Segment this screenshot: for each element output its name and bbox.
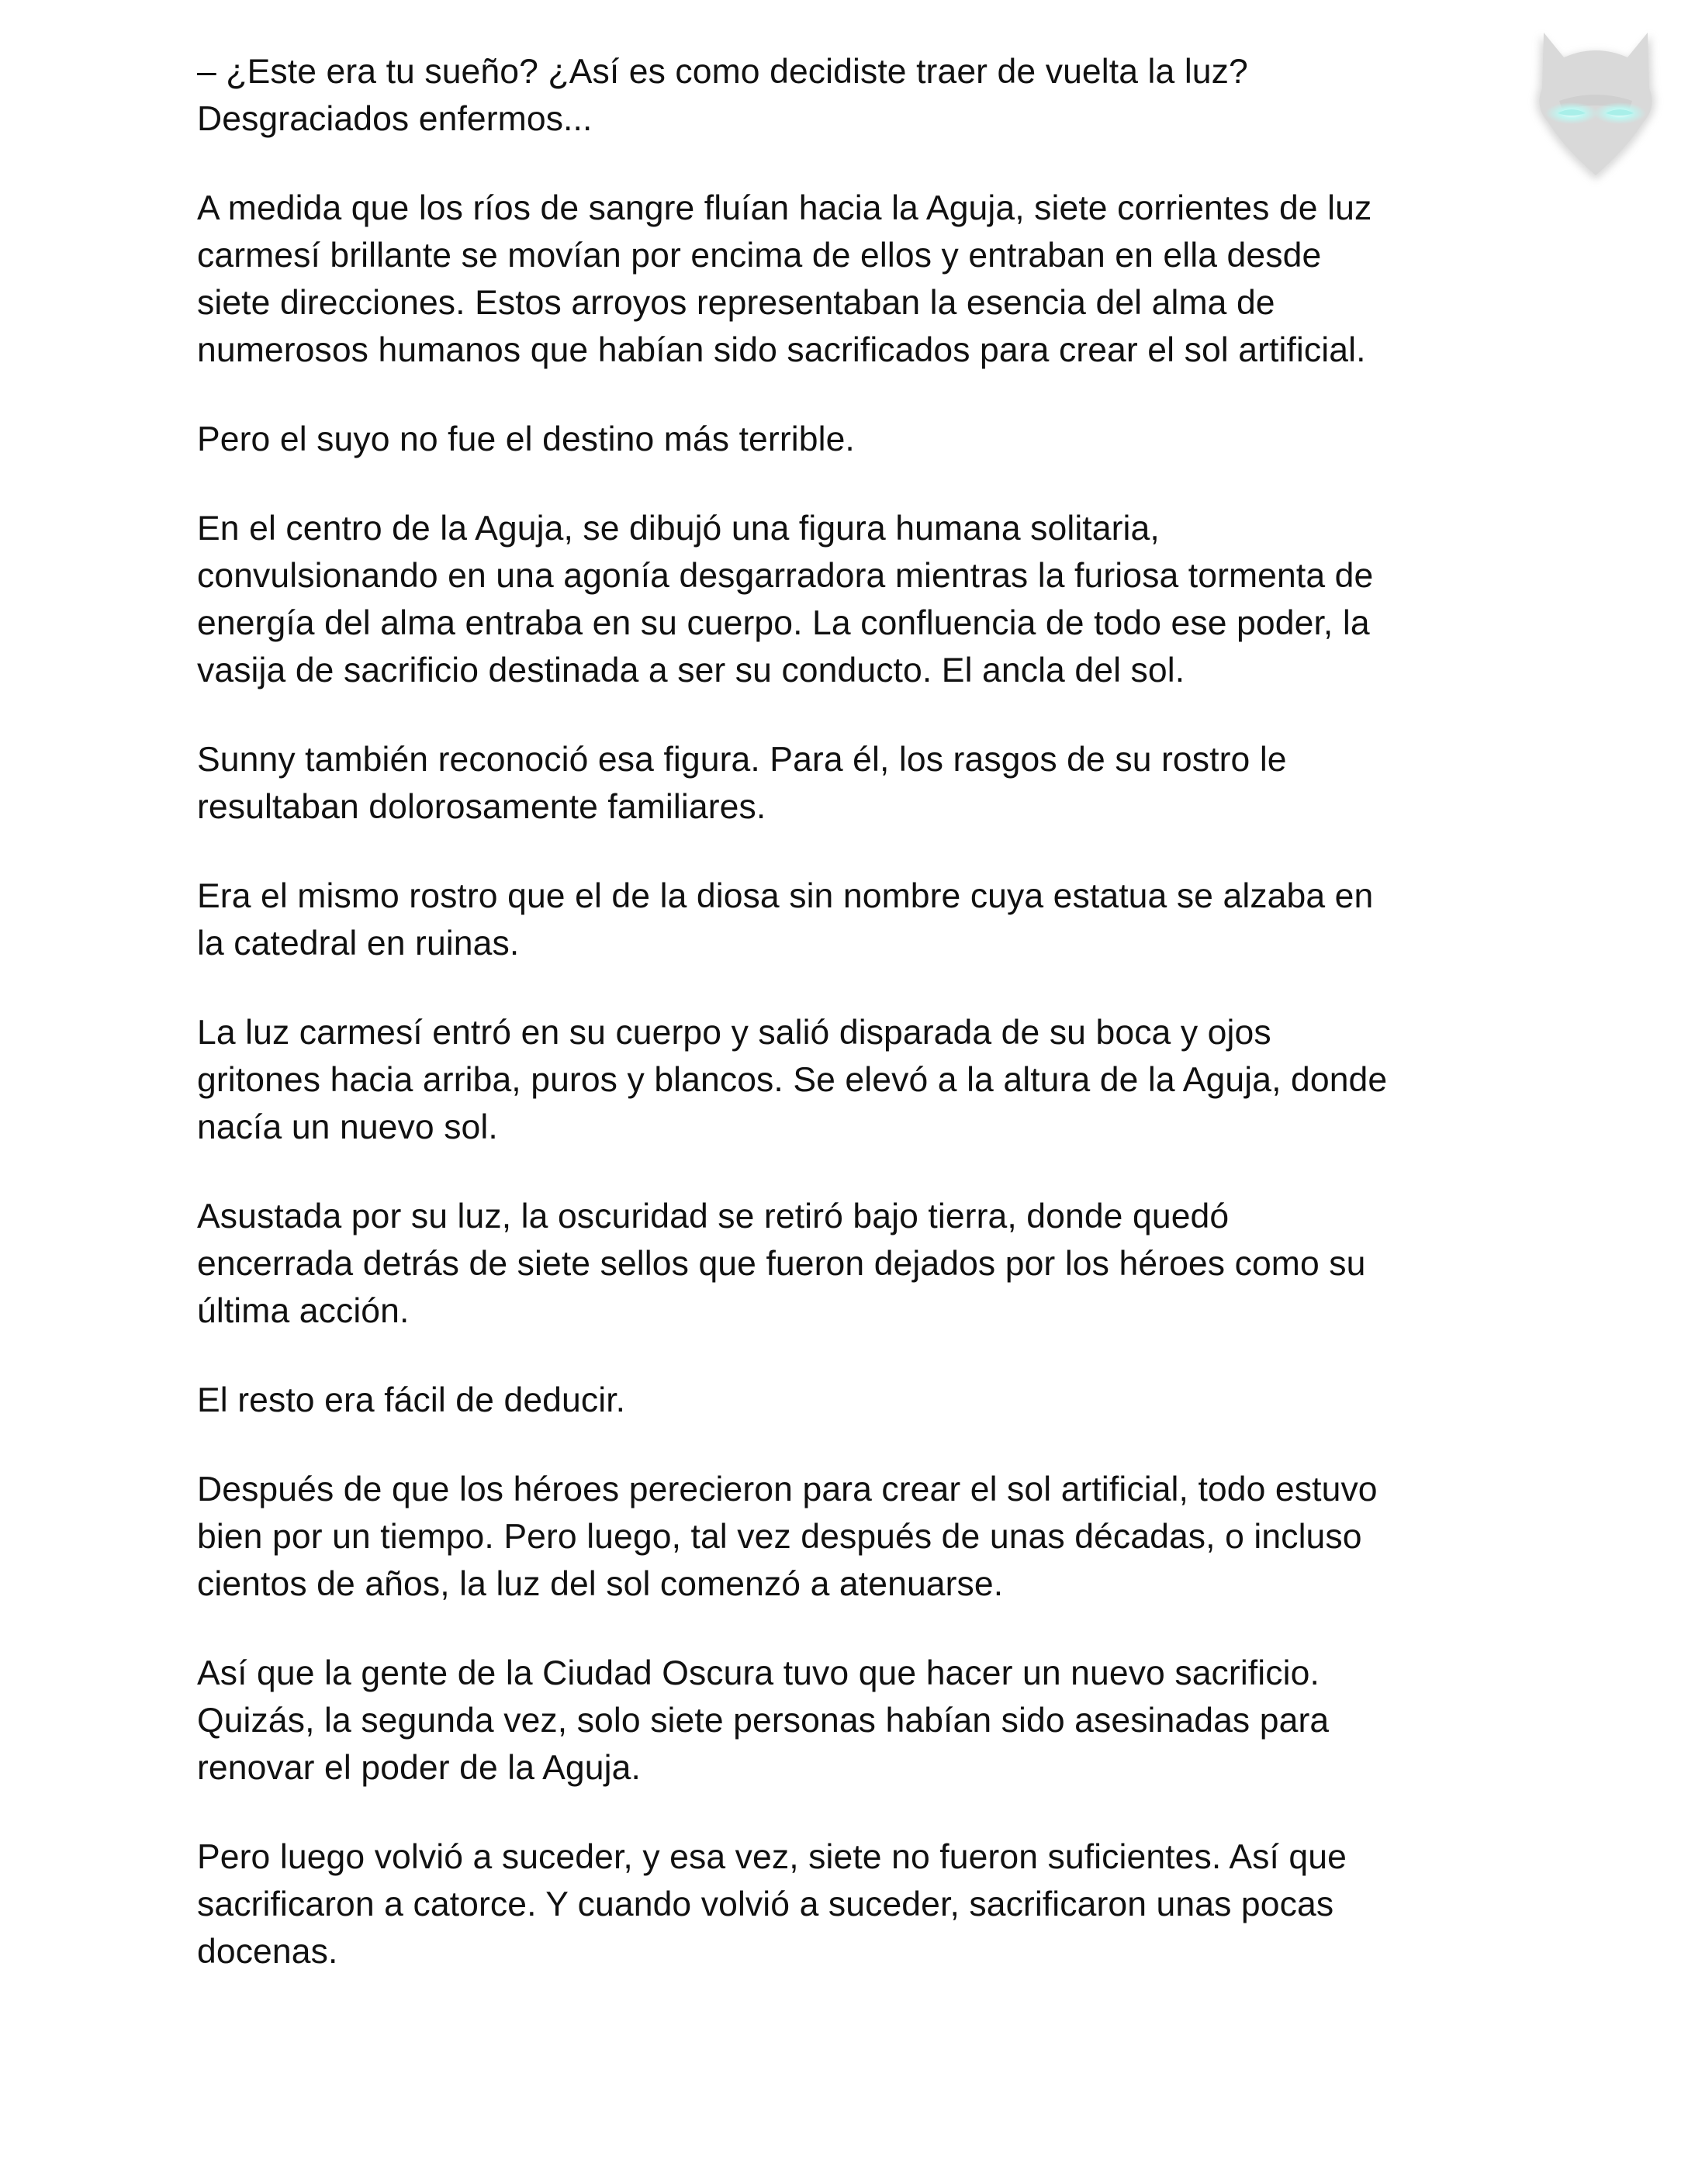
text-line: Sunny también reconoció esa figura. Para él, los rasgos de su rostro le <box>197 741 1287 779</box>
text-line: la catedral en ruinas. <box>197 924 520 962</box>
text-line: Quizás, la segunda vez, solo siete personas habían sido asesinadas para <box>197 1702 1330 1740</box>
text-line: docenas. <box>197 1933 338 1971</box>
text-line: Pero luego volvió a suceder, y esa vez, siete no fueron suficientes. Así que <box>197 1838 1347 1876</box>
text-line: energía del alma entraba en su cuerpo. La confluencia de todo ese poder, la <box>197 604 1370 642</box>
paragraph <box>197 185 1508 374</box>
paragraph <box>197 48 1508 143</box>
horned-demon-head-icon <box>1522 14 1669 192</box>
text-line: última acción. <box>197 1292 410 1330</box>
text-line: encerrada detrás de siete sellos que fueron dejados por los héroes como su <box>197 1245 1366 1283</box>
text-line: Así que la gente de la Ciudad Oscura tuvo que hacer un nuevo sacrificio. <box>197 1654 1320 1692</box>
paragraph <box>197 1466 1508 1608</box>
paragraph <box>197 736 1508 831</box>
text-line: A medida que los ríos de sangre fluían hacia la Aguja, siete corrientes de luz <box>197 189 1372 227</box>
text-line: cientos de años, la luz del sol comenzó a atenuarse. <box>197 1565 1004 1603</box>
text-line: gritones hacia arriba, puros y blancos. Se elevó a la altura de la Aguja, donde <box>197 1061 1388 1099</box>
text-line: Pero el suyo no fue el destino más terrible. <box>197 420 855 458</box>
text-line: sacrificaron a catorce. Y cuando volvió a suceder, sacrificaron unas pocas <box>197 1885 1334 1923</box>
paragraph <box>197 1377 1508 1424</box>
text-line: Era el mismo rostro que el de la diosa sin nombre cuya estatua se alzaba en <box>197 877 1374 915</box>
paragraph <box>197 1833 1508 1975</box>
text-line: El resto era fácil de deducir. <box>197 1381 626 1419</box>
text-line: Después de que los héroes perecieron para crear el sol artificial, todo estuvo <box>197 1470 1378 1508</box>
text-line: Asustada por su luz, la oscuridad se retiró bajo tierra, donde quedó <box>197 1197 1230 1235</box>
demon-head-watermark-icon <box>1522 14 1669 192</box>
paragraph <box>197 1193 1508 1335</box>
text-line: La luz carmesí entró en su cuerpo y salió disparada de su boca y ojos <box>197 1014 1271 1052</box>
paragraph <box>197 416 1508 463</box>
text-line: Desgraciados enfermos... <box>197 100 593 138</box>
text-line: convulsionando en una agonía desgarradora mientras la furiosa tormenta de <box>197 557 1374 595</box>
text-line: bien por un tiempo. Pero luego, tal vez después de unas décadas, o incluso <box>197 1518 1362 1556</box>
text-line: renovar el poder de la Aguja. <box>197 1749 641 1787</box>
document-body <box>197 48 1508 2017</box>
paragraph <box>197 505 1508 694</box>
text-line: – ¿Este era tu sueño? ¿Así es como decidiste traer de vuelta la luz? <box>197 53 1248 91</box>
paragraph <box>197 1009 1508 1151</box>
text-line: En el centro de la Aguja, se dibujó una figura humana solitaria, <box>197 510 1160 548</box>
text-line: resultaban dolorosamente familiares. <box>197 788 766 826</box>
text-line: vasija de sacrificio destinada a ser su conducto. El ancla del sol. <box>197 651 1185 689</box>
text-line: nacía un nuevo sol. <box>197 1108 498 1146</box>
paragraph <box>197 873 1508 967</box>
paragraph <box>197 1650 1508 1792</box>
text-line: carmesí brillante se movían por encima de ellos y entraban en ella desde <box>197 237 1322 275</box>
text-line: numerosos humanos que habían sido sacrificados para crear el sol artificial. <box>197 331 1366 369</box>
text-line: siete direcciones. Estos arroyos representaban la esencia del alma de <box>197 284 1275 322</box>
